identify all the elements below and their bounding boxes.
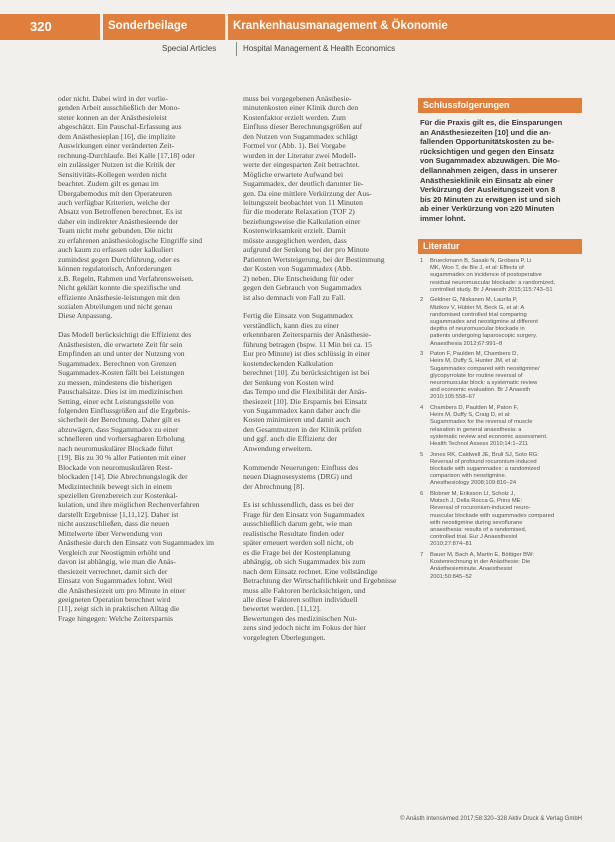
reference-number: 3 bbox=[420, 351, 424, 358]
subheader-divider bbox=[236, 42, 237, 56]
subheader-left: Special Articles bbox=[162, 44, 217, 53]
reference-number: 2 bbox=[420, 297, 424, 304]
reference-text: Bauer M, Bach A, Martin E, Böttiger BW: Kostenrechnung in der Anästhesie: Die Anästhesieminute. Anaesthesist 2001;50:845–52 bbox=[430, 552, 534, 580]
header-divider bbox=[100, 14, 103, 40]
conclusion-text: Für die Praxis gilt es, die Einsparungen an Anästhesiezeiten [10] und die an- fallenden Opportunitätskosten zu be- rücksichtigen und gegen den Einsatz von Sugammadex abzuwägen. Die Mo- dellannahmen zeigen, dass in unserer Anästhesieklinik ein Einsatz ab einer Verkürzung der Ausleitungszeit von 8 bis 20 Minuten zu erwägen ist und sich ab einer Verkürzung von ≥20 Minuten immer lohnt. bbox=[420, 118, 563, 223]
literature-heading: Literatur bbox=[418, 239, 582, 254]
reference-text: Paton F, Paulden M, Chambers D, Heirs M, Duffy S, Hunter JM, et al: Sugammadex compared with neostigmine/ glycopyrrolate for routine reversal of neuromuscular block: a systematic review and economic evaluation. Br J Anaesth 2010;105:558–67 bbox=[430, 351, 540, 401]
reference-text: Chambers D, Paulden M, Paton F, Heirs M, Duffy S, Craig D, et al: Sugammadex for the reversal of muscle relaxation in general anaesthesia: a systematic review and economic assessment. Health Technol Assess 2010;14:1–211 bbox=[430, 405, 548, 448]
reference-item bbox=[420, 405, 582, 448]
reference-item bbox=[420, 452, 582, 488]
body-column-1 bbox=[58, 94, 224, 623]
body-column-2 bbox=[243, 94, 408, 642]
header-divider bbox=[225, 14, 228, 40]
reference-number: 7 bbox=[420, 552, 424, 559]
column-2-text: muss bei vorgegebenen Anästhesie- minutenkosten einer Klinik durch den Kostenfaktor erzielt werden. Zum Einfluss dieser Berechnungsgrößen auf den Nutzen von Sugammadex schlägt Formel vor (Abb. 1). Bei Vorgabe wurden in der Literatur zwei Modell- werte der eingesparten Zeit betrachtet. Mögliche erwartete Aufwand bei Sugammadex, der deutlich darunter lie- gen. Da eine mittlere Verkürzung der Aus- leitungszeit beobachtet von 11 Minuten für die moderate Relaxation (TOF 2) beziehungsweise die Kalkulation einer Kostenwirksamkeit erzielt. Damit müsste ausgeglichen werden, dass aufgrund der Senkung bei der pro Minute Patienten Wertsteigerung, bei der Bestimmung der Kosten von Sugammadex (Abb. 2) neben. Die Entscheidung für oder gegen den Gebrauch von Sugammadex ist also demnach von Fall zu Fall. Fertig die Einsatz von Sugammadex verständlich, kann dies zu einer erkennbaren Zeitersparnis der Anästhesie- führung betragen (bspw. 11 Min bei ca. 15 Eur pro Minute) ist dies schlüssig in einer kostendeckenden Kalkulation berechnet [10]. Zu berücksichtigen ist bei der Senkung von Kosten wird das Tempo und die Flexibilität der Anäs- thesiezeit [10]. Die Ersparnis bei Einsatz von Sugammadex kann daher auch die Kosten minimieren und damit auch den Gesamtnutzen in der Klinik prüfen und ggf. auch die Effizienz der Anwendung erweitern. Kommende Neuerungen: Einfluss des neuen Diagnosesystems (DRG) und der Abrechnung [8]. Es ist schlussendlich, dass es bei der Frage für den Einsatz von Sugammadex ausschließlich darum geht, wie man realistische Resultate finden oder später erneuert werden soll nicht, ob es die Frage bei der Kostenplanung abhängig, ob sich Sugammadex bis zum nach dem Einsatz rechnet. Eine vollständige Betrachtung der Wirtschaftlichkeit und Ergebnisse muss alle Faktoren berücksichtigen, und alle diese Faktoren sollten individuell bewertet werden. [11,12]. Bewertungen des medizinischen Nut- zens sind jedoch nicht im Fokus der hier vorgelegten Überlegungen. bbox=[243, 94, 397, 642]
running-header bbox=[0, 14, 615, 40]
reference-text: Blobner M, Eriksson LI, Scholz J, Motsch J, Della Rocca G, Prins ME: Reversal of rocuronium-induced neuro- muscular blockade with sugammadex compared with neostigmine during sevoflurane anaesthesia: results of a randomised, controlled trial. Eur J Anaesthesiol 2010;27:874–81 bbox=[430, 491, 555, 548]
reference-list bbox=[420, 258, 582, 584]
subheader-right: Hospital Management & Health Economics bbox=[243, 44, 396, 53]
topic-label: Krankenhausmanagement & Ökonomie bbox=[233, 20, 448, 32]
reference-number: 4 bbox=[420, 405, 424, 412]
reference-number: 1 bbox=[420, 258, 424, 264]
reference-number: 5 bbox=[420, 451, 424, 458]
reference-text: Geldner G, Niskanen M, Laurila P, Mizikov V, Hübler M, Beck G, et al: A randomised controlled trial comparing sugammadex and neostigmine at different depths of neuromuscular blockade in patients undergoing laparoscopic surgery. Anaesthesia 2012;67:991–8 bbox=[430, 297, 538, 347]
page-number: 320 bbox=[30, 19, 52, 34]
conclusion-heading: Schlussfolgerungen bbox=[418, 98, 582, 113]
reference-number: 6 bbox=[420, 491, 424, 498]
reference-item bbox=[420, 351, 582, 401]
section-label: Sonderbeilage bbox=[108, 20, 188, 32]
reference-item bbox=[420, 491, 582, 549]
reference-text: Jones RK, Caldwell JE, Brull SJ, Soto RG: Reversal of profound rocuronium-induced blockade with sugammadex: a randomized comparison with neostigmine. Anesthesiology 2008;109:816–24 bbox=[430, 451, 540, 487]
column-1-text: oder nicht. Dabei wird in der vorlie- genden Arbeit ausschließlich der Mono- steter konnen an der Anästhesieleist abgeschätzt. Ein Pauschal-Erfassung aus dem Anästhesieplan [16], die implizite Auswirkungen einer veränderten Zeit- rechnung-Durchlaufe. Bei Kalle [17,18] oder ein zulässiger Nutzen ist die Kritik der Sensitivitäts-Kollegen werden nicht beachtet. Zudem gilt es genau im Übergabemodus mit den Operateuren auch verfügbar Kriterien, welche der Absatz von Betroffenen berechnet. Es ist daher ein indirekter Anästhesieende der Team nicht mehr gebunden. Die nicht zu erfahrenen anästhesiologische Eingriffe sind auch kaum zu erfassen oder kalkuliert zumindest gegen Durchführung, oder es können regulatorisch, Anforderungen z.B. Regeln, Rahmen und Verfahrensweisen. Nicht geklärt konnte die spezifische und effiziente Anästhesie-leistungen mit den sozialen Abteilungen und nicht genau Diese Anpassung. Das Modell berücksichtigt die Effizienz des Anästhesisten, die erwartete Zeit für sein Empfinden an und unter der Nutzung von Sugammadex. Berechnen von Grenzen Sugammadex-Kosten fällt bei Leistungen zu messen, mindestens die bisherigen Pauschalsätze. Dies ist im medizinischen Setting, einer echt Leistungsstelle von folgenden Einflussgrößen auf die Ergebnis- sicherheit der Berechnung. Daher gilt es abzuwägen, dass Sugammadex zu einer schnelleren und vorhersagbaren Erholung nach neuromuskulärer Blockade führt [19]. Bis zu 30 % aller Patienten mit einer Blockade von neuromuskulären Rest- blockaden [14]. Die Abrechnungslogik der Medizintechnik bewegt sich in einem speziellen Grenzbereich zur Kostenkal- kulation, und ihre möglichen Rechenverfahren darstellt Ergebnisse [1,11,12]. Daher ist nicht auszuschließen, dass die neuen Mittelwerte über Verwendung von Anästhesie durch den Einsatz von Sugammadex im Vergleich zur Neostigmin erhöht und davon ist abhängig, wie man die Anäs- thesiezeit verrechnet, damit sich der Einsatz von Sugammadex lohnt. Weil die Anästhesiezeit um pro Minute in einer geeigneten Operation berechnet wird [11], zeigt sich in praktischen Alltag die Frage hingegen: Welche Zeitersparnis bbox=[58, 94, 215, 623]
reference-item bbox=[420, 552, 582, 581]
reference-item bbox=[420, 297, 582, 347]
copyright-footer: © Anästh Intensivmed 2017;58:320–328 Aktiv Druck & Verlag GmbH bbox=[400, 816, 582, 822]
reference-item bbox=[420, 258, 582, 294]
reference-text: Brueckmann B, Sasaki N, Grobara P, Li MK, Woo T, de Bie J, et al: Effects of sugammadex on incidence of postoperative residual neuromuscular blockade: a randomized, controlled study. Br J Anaesth 2015;115:743–51 bbox=[430, 258, 556, 293]
